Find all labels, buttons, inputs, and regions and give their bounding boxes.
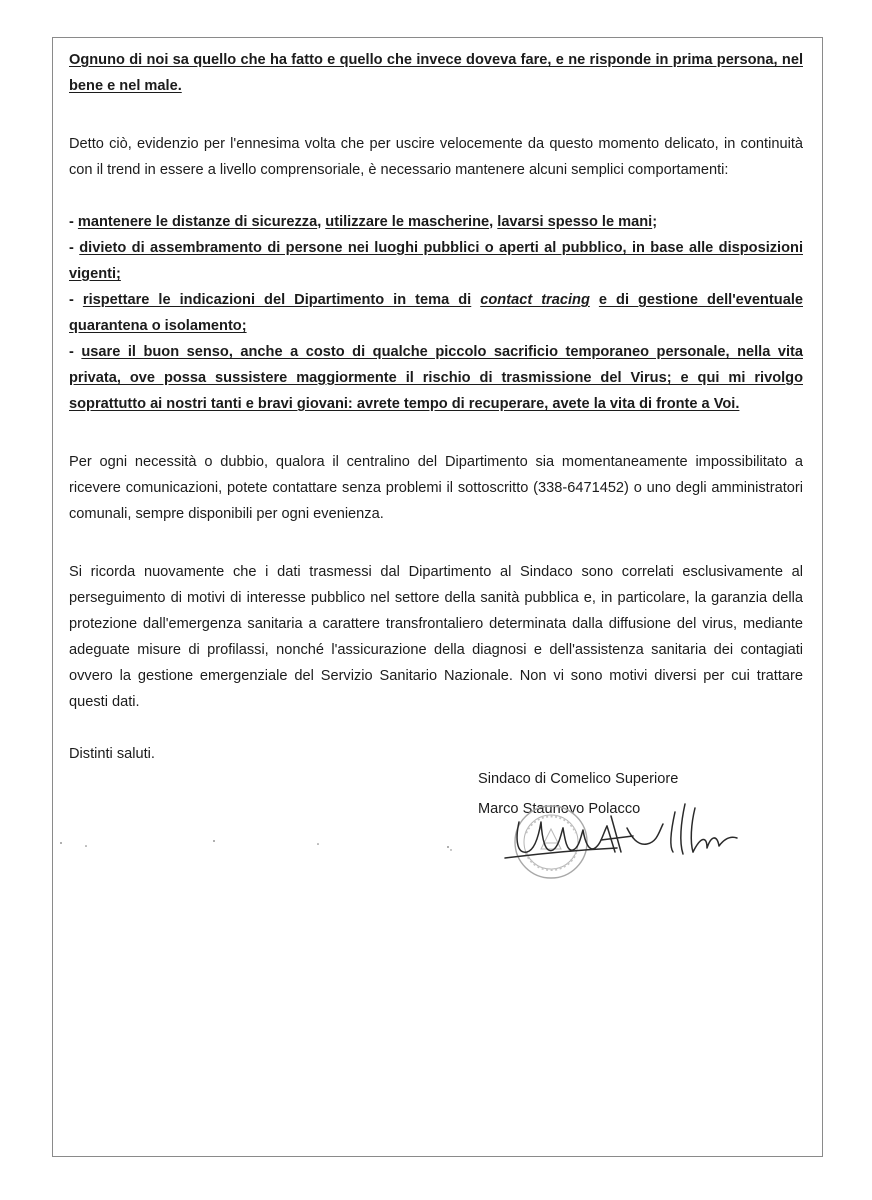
paragraph-behaviours-intro: Detto ciò, evidenzio per l'ennesima volta che per uscire velocemente da questo momento delicato, in continuità con il trend in essere a livello comprensoriale, è necessario mantenere alcuni semplici comportamenti: bbox=[69, 136, 803, 178]
list-item-gatherings: - divieto di assembramento di persone nei luoghi pubblici o aperti al pubblico, in base alle disposizioni vigenti; bbox=[69, 240, 803, 282]
behaviour-list bbox=[69, 209, 803, 417]
signatory-name: Marco Staunovo Polacco bbox=[478, 801, 641, 817]
handwritten-signature-icon bbox=[497, 792, 747, 872]
signatory-title: Sindaco di Comelico Superiore bbox=[478, 771, 679, 787]
common-sense-text: usare il buon senso, anche a costo di qualche piccolo sacrificio temporaneo personale, nella vita privata, ove possa sussistere maggiormente il rischio di trasmissione del Virus; e qui mi rivolgo soprattutto ai nostri tanti e bravi giovani: avrete tempo di recuperare, avete la vita di fronte a Voi. bbox=[69, 344, 803, 412]
handwashing-text: lavarsi spesso le mani bbox=[497, 214, 653, 230]
gatherings-text: divieto di assembramento di persone nei luoghi pubblici o aperti al pubblico, in base alle disposizioni vigenti; bbox=[69, 240, 803, 282]
closing-greeting: Distinti saluti. bbox=[69, 746, 155, 762]
intro-statement: Ognuno di noi sa quello che ha fatto e quello che invece doveva fare, e ne risponde in prima persona, nel bene e nel male. bbox=[69, 52, 803, 94]
contact-tracing-term: contact tracing bbox=[480, 292, 590, 308]
masks-text: utilizzare le mascherine bbox=[325, 214, 490, 230]
list-item-common-sense: - usare il buon senso, anche a costo di qualche piccolo sacrificio temporaneo personale, nella vita privata, ove possa sussistere maggiormente il rischio di trasmissione del Virus; e qui mi rivolgo soprattutto ai nostri tanti e bravi giovani: avrete tempo di recuperare, avete la vita di fronte a Voi. bbox=[69, 344, 803, 412]
distancing-text: mantenere le distanze di sicurezza bbox=[77, 214, 318, 230]
list-item-distancing: - mantenere le distanze di sicurezza, utilizzare le mascherine, lavarsi spesso le mani; bbox=[69, 214, 658, 230]
paragraph-contacts: Per ogni necessità o dubbio, qualora il centralino del Dipartimento sia momentaneamente impossibilitato a ricevere comunicazioni, potete contattare senza problemi il sottoscritto (338-6471452) o uno degli amministratori comunali, sempre disponibili per ogni evenienza. bbox=[69, 454, 803, 522]
paragraph-data-privacy: Si ricorda nuovamente che i dati trasmessi dal Dipartimento al Sindaco sono correlati esclusivamente al perseguimento di motivi di interesse pubblico nel settore della sanità pubblica e, in particolare, la garanzia della protezione dall'emergenza sanitaria a carattere transfrontaliero determinata dalla diffusione del virus, mediante adeguate misure di profilassi, nonché l'assicurazione della diagnosi e dell'assistenza sanitaria dei contagiati ovvero la gestione emergenziale del Servizio Sanitario Nazionale. Non vi sono motivi diversi per cui trattare questi dati. bbox=[69, 564, 803, 710]
scan-dots-decoration bbox=[0, 833, 872, 853]
list-item-contact-tracing: - rispettare le indicazioni del Dipartimento in tema di contact tracing e di gestione dell'eventuale quarantena o isolamento; bbox=[69, 292, 803, 334]
